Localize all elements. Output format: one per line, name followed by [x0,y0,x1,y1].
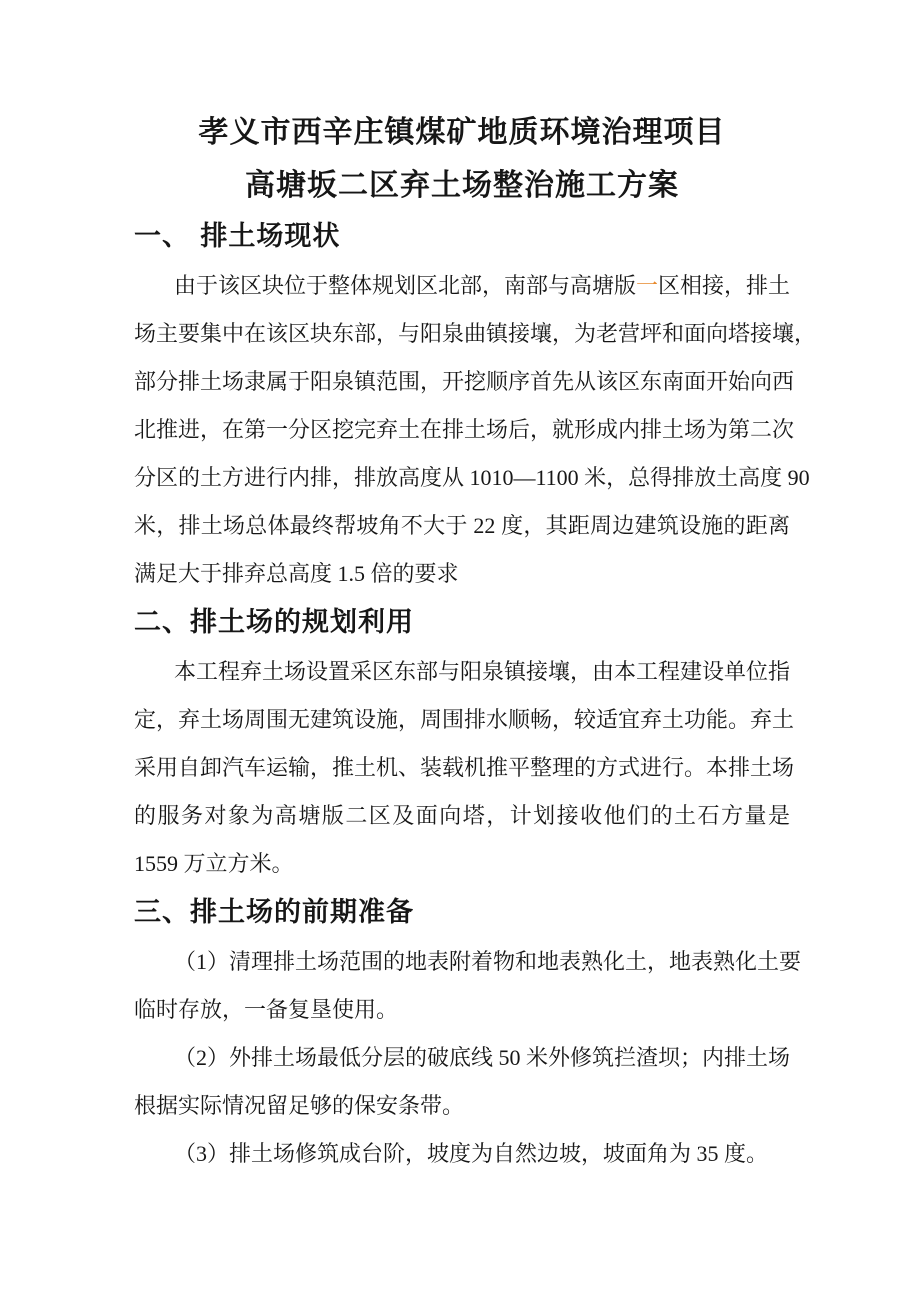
text-line: 的服务对象为高塘版二区及面向塔，计划接收他们的土石方量是 [134,803,790,828]
text-line: 本工程弃土场设置采区东部与阳泉镇接壤，由本工程建设单位指 [174,659,791,684]
text-line: 临时存放，一备复垦使用。 [134,997,399,1022]
paragraph [134,1034,790,1130]
text-line: 满足大于排弃总高度 1.5 倍的要求 [134,561,459,586]
text-line: 部分排土场隶属于阳泉镇范围，开挖顺序首先从该区东南面开始向西 [134,369,795,394]
text-line: （1）清理排土场范围的地表附着物和地表熟化土，地表熟化土要 [174,949,802,974]
document-section [134,212,817,598]
text-line [134,262,790,310]
section-heading: 一、 排土场现状 [134,221,341,252]
text-segment: 由于该区块位于整体规划区北部，南部与高塘版 [174,273,637,298]
document-section [134,598,795,888]
text-line: 1559 万立方米。 [134,851,294,876]
text-line: （2）外排土场最低分层的破底线 50 米外修筑拦渣坝；内排土场 [174,1045,791,1070]
document-title-line2: 高塘坂二区弃土场整治施工方案 [245,169,679,202]
text-line: 北推进，在第一分区挖完弃土在排土场后，就形成内排土场为第二次 [134,417,795,442]
text-line: （3）排土场修筑成台阶，坡度为自然边坡，坡面角为 35 度。 [174,1141,769,1166]
paragraph [134,648,795,888]
text-line: 根据实际情况留足够的保安条带。 [134,1093,465,1118]
text-segment: 区相接，排土 [658,273,791,298]
paragraph [134,938,802,1034]
document-title-line1: 孝义市西辛庄镇煤矿地质环境治理项目 [198,116,726,149]
section-heading: 三、排土场的前期准备 [134,897,414,928]
text-line: 定，弃土场周围无建筑设施，周围排水顺畅，较适宜弃土功能。弃土 [134,707,795,732]
text-line: 米，排土场总体最终帮坡角不大于 22 度，其距周边建筑设施的距离 [134,513,790,538]
section-heading: 二、排土场的规划利用 [134,607,414,638]
paragraph [134,1130,790,1178]
text-line: 采用自卸汽车运输，推土机、装载机推平整理的方式进行。本排土场 [134,755,795,780]
highlighted-char: 一 [636,273,659,298]
paragraph [134,262,817,598]
text-line: 场主要集中在该区块东部，与阳泉曲镇接壤，为老营坪和面向塔接壤， [134,321,817,346]
document-section [134,888,802,1178]
text-line: 分区的土方进行内排，排放高度从 1010—1100 米，总得排放土高度 90 [134,465,810,490]
